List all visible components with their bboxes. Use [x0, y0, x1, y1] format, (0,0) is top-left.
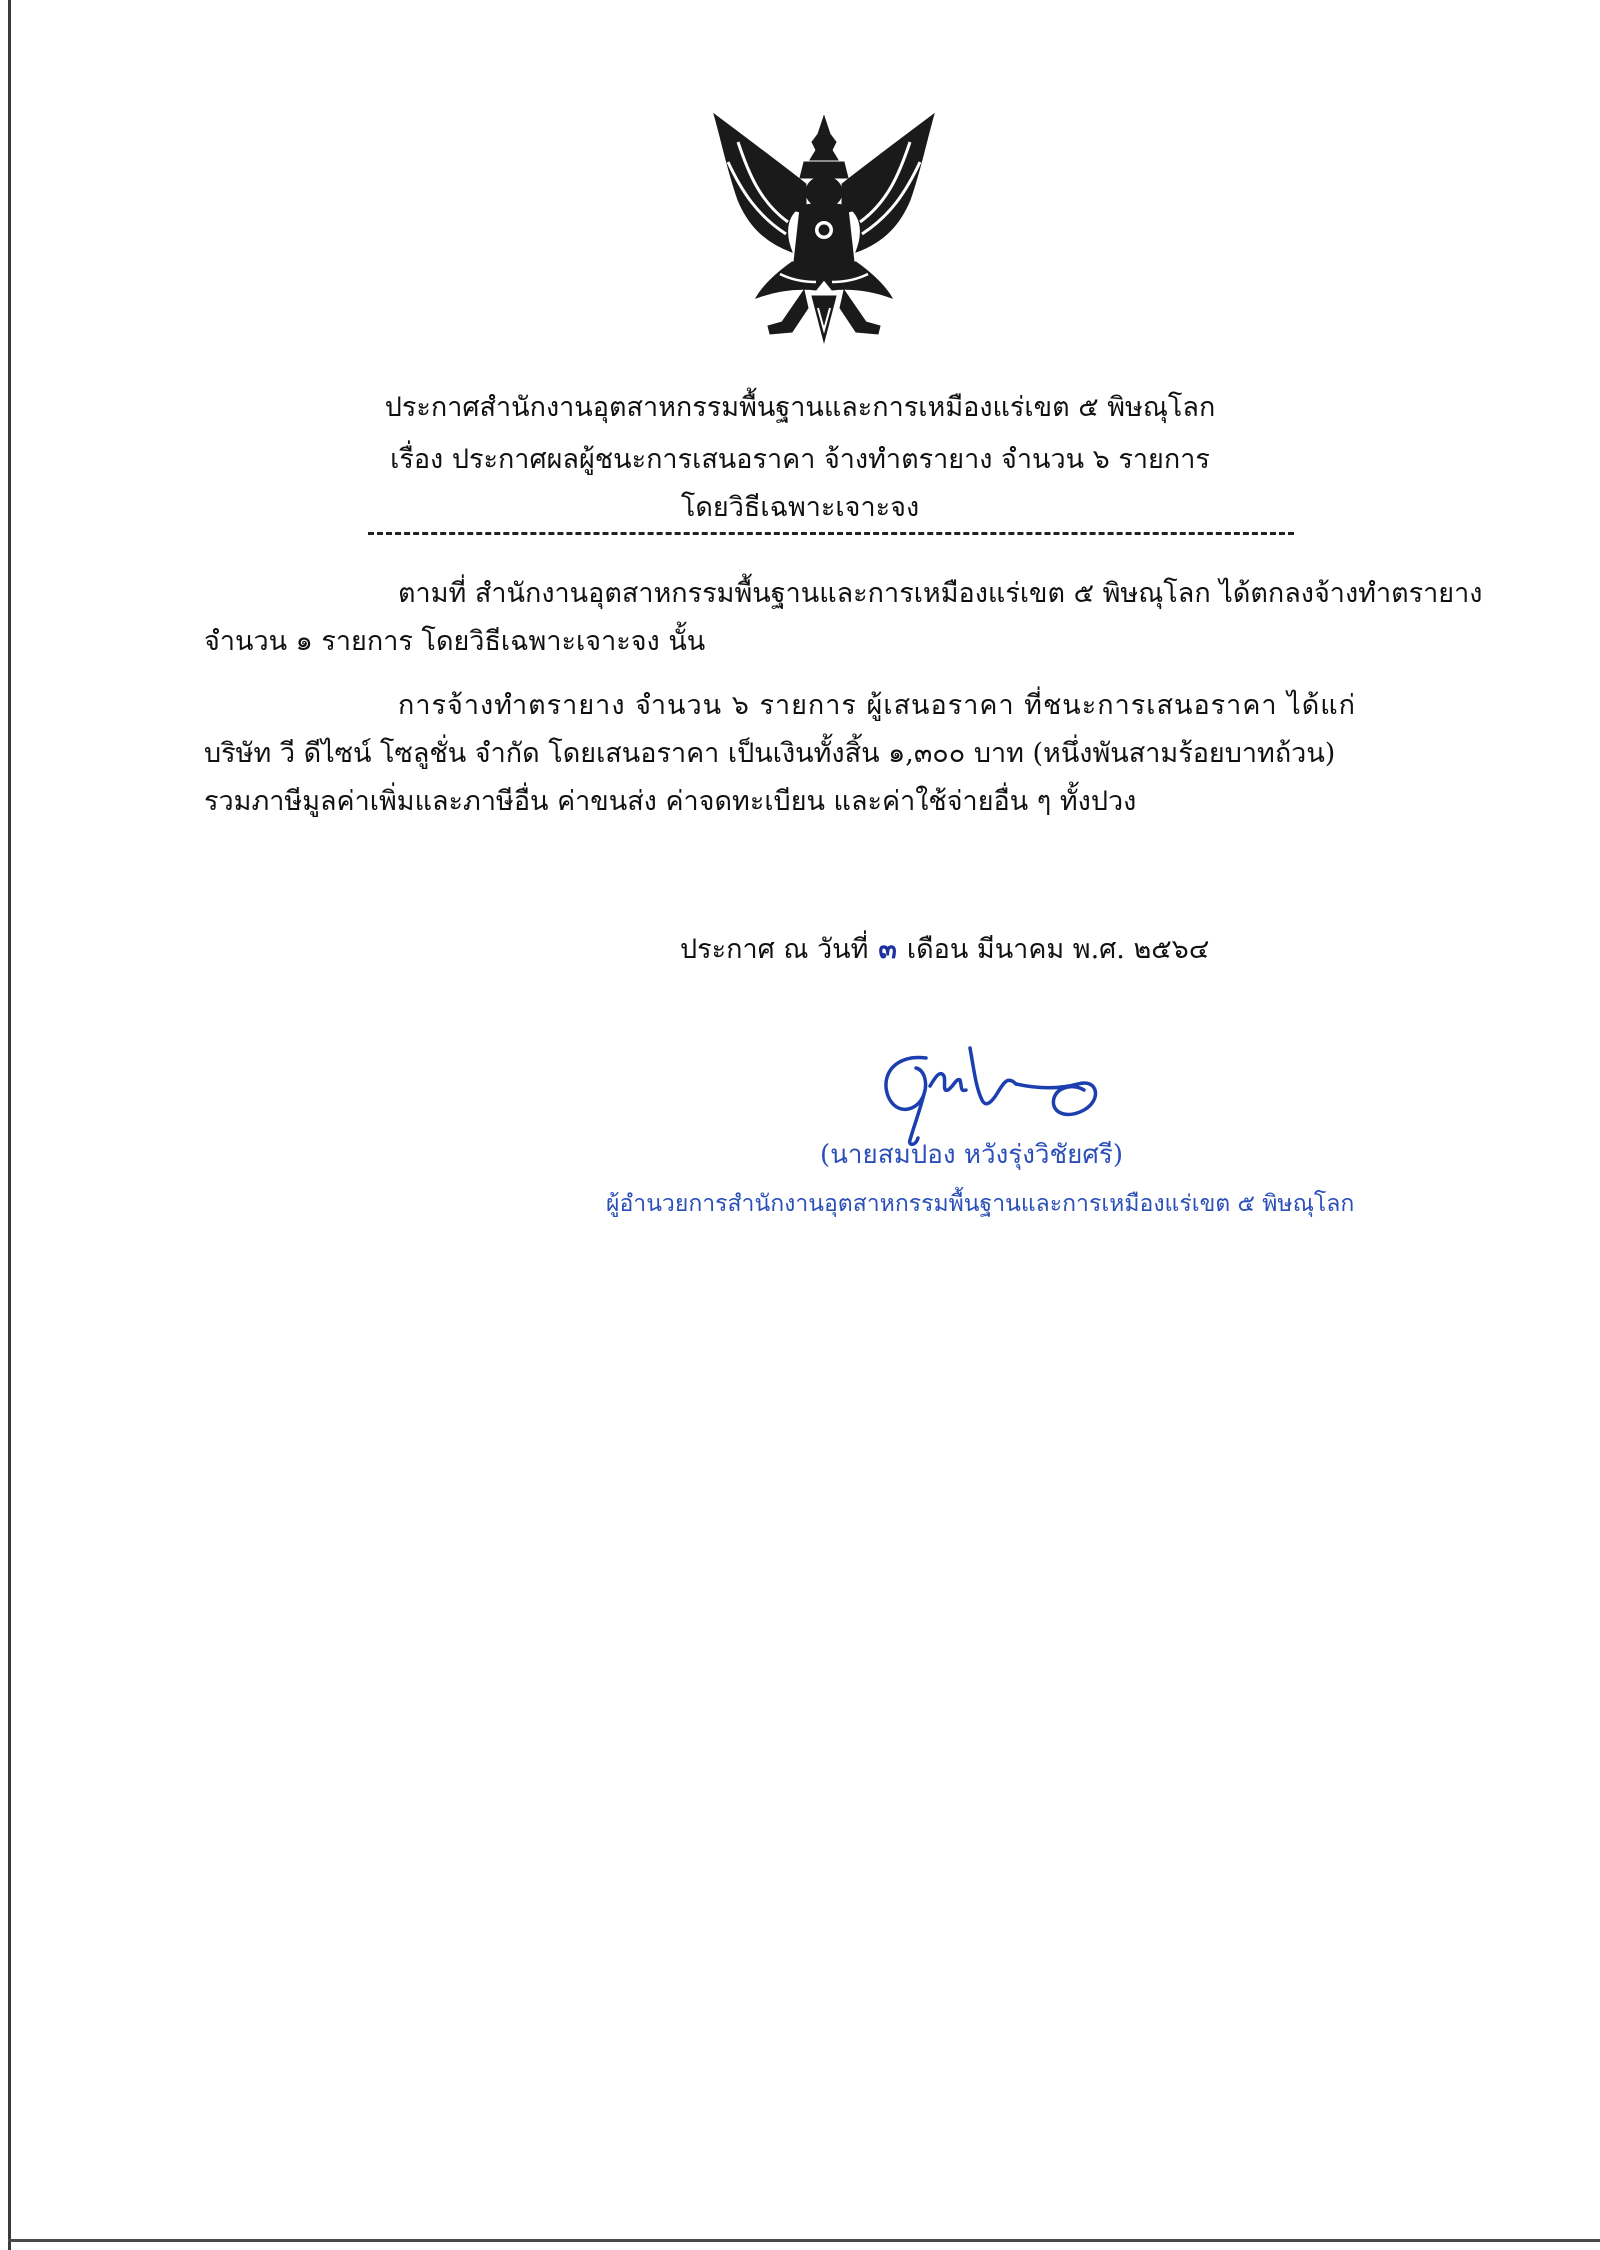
signer-name: (นายสมปอง หวังรุ่งวิชัยศรี)	[820, 1140, 1124, 1170]
paragraph-1-line-2: จำนวน ๑ รายการ โดยวิธีเฉพาะเจาะจง นั้น	[204, 626, 706, 657]
procurement-method: โดยวิธีเฉพาะเจาะจง	[680, 492, 920, 523]
garuda-emblem-icon	[708, 112, 940, 344]
announcement-title: ประกาศสำนักงานอุตสาหกรรมพื้นฐานและการเหมืองแร่เขต ๕ พิษณุโลก	[384, 392, 1216, 423]
paragraph-2-line-3: รวมภาษีมูลค่าเพิ่มและภาษีอื่น ค่าขนส่ง ค่าจดทะเบียน และค่าใช้จ่ายอื่น ๆ ทั้งปวง	[204, 786, 1137, 817]
header-divider	[368, 532, 1294, 535]
paragraph-1-line-1: ตามที่ สำนักงานอุตสาหกรรมพื้นฐานและการเหมืองแร่เขต ๕ พิษณุโลก ได้ตกลงจ้างทำตรายาง	[398, 578, 1483, 609]
date-day: ๓	[878, 934, 897, 965]
signer-title: ผู้อำนวยการสำนักงานอุตสาหกรรมพื้นฐานและการเหมืองแร่เขต ๕ พิษณุโลก	[606, 1191, 1355, 1217]
announcement-subject: เรื่อง ประกาศผลผู้ชนะการเสนอราคา จ้างทำตรายาง จำนวน ๖ รายการ	[390, 444, 1210, 475]
page-edge-left	[8, 0, 11, 2250]
date-prefix: ประกาศ ณ วันที่	[680, 934, 869, 965]
paragraph-2-line-1: การจ้างทำตรายาง จำนวน ๖ รายการ ผู้เสนอราคา ที่ชนะการเสนอราคา ได้แก่	[398, 690, 1356, 721]
page-edge-bottom	[8, 2239, 1600, 2242]
paragraph-2-line-2: บริษัท วี ดีไซน์ โซลูชั่น จำกัด โดยเสนอราคา เป็นเงินทั้งสิ้น ๑,๓๐๐ บาท (หนึ่งพันสามร้อยบาทถ้วน)	[204, 738, 1336, 769]
date-month-year: เดือน มีนาคม พ.ศ. ๒๕๖๔	[906, 934, 1210, 965]
announcement-date	[680, 930, 1209, 970]
handwritten-signature	[866, 1040, 1106, 1150]
